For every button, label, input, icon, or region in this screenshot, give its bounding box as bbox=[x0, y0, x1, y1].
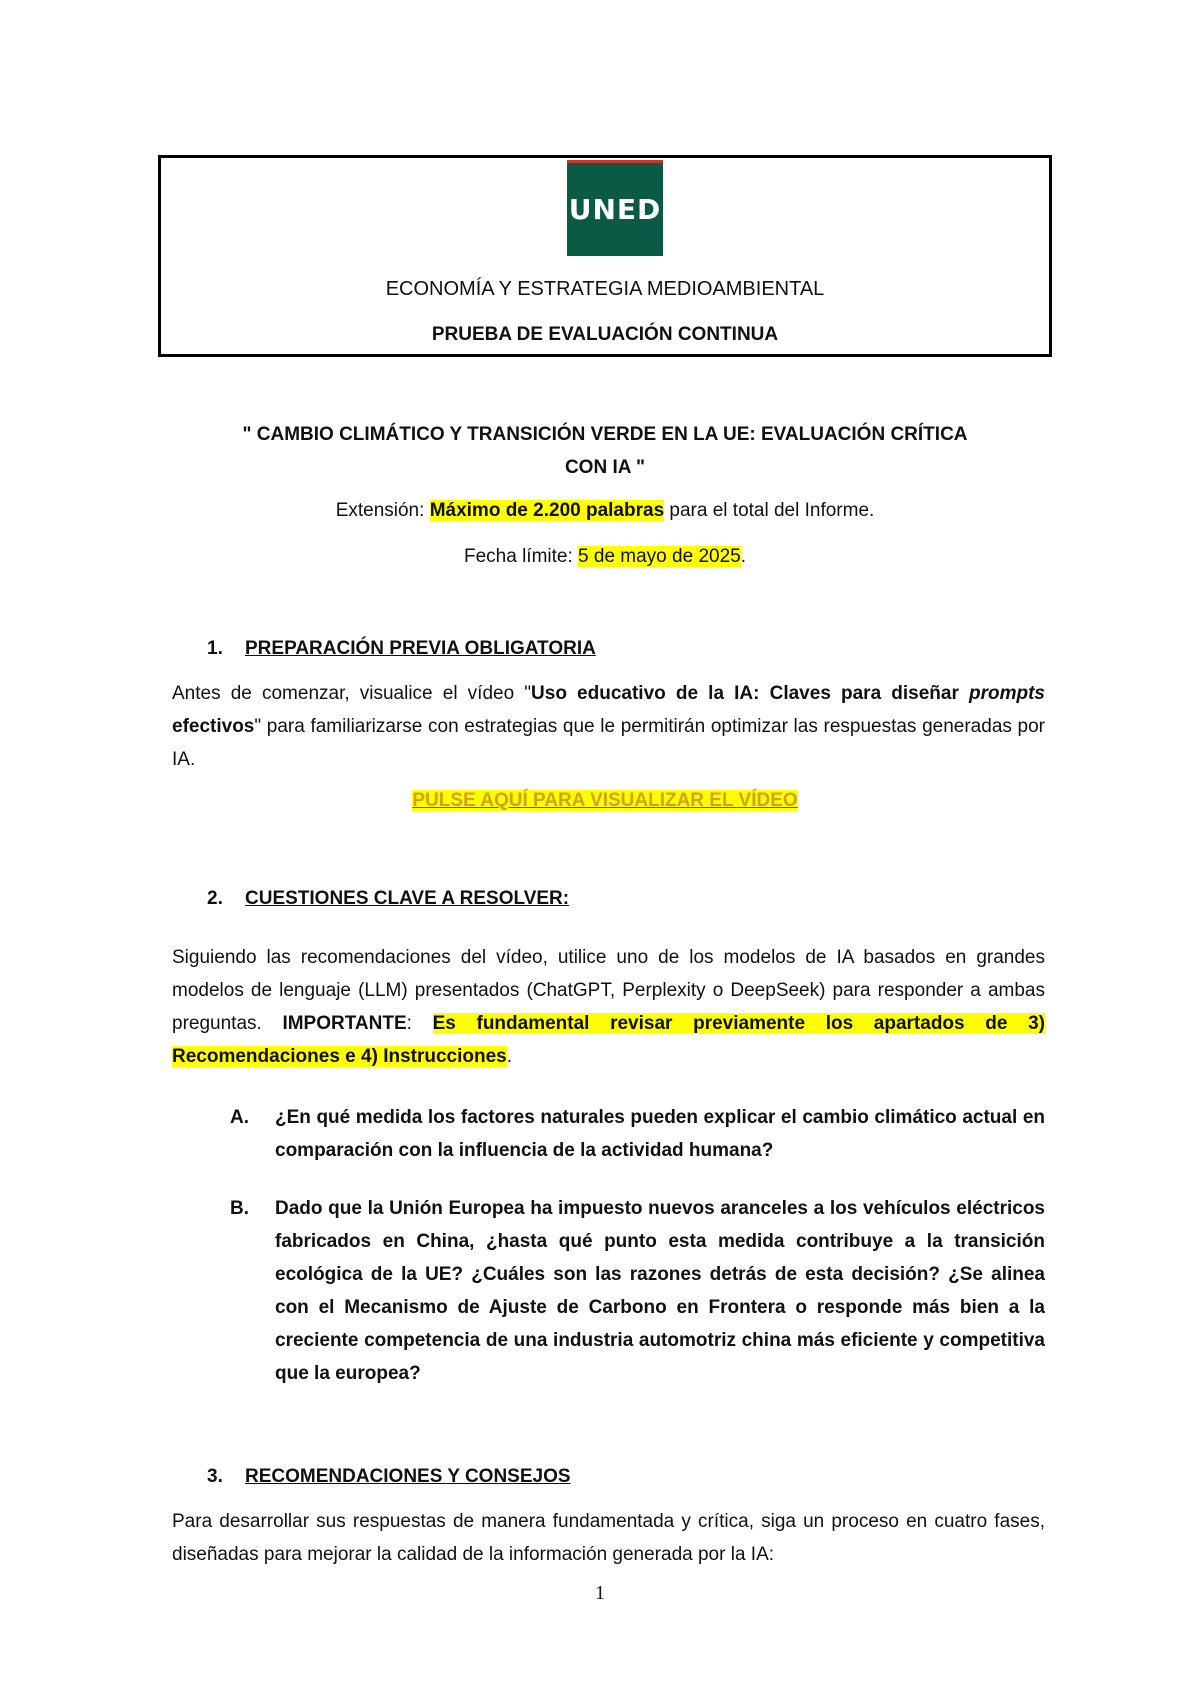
question-b bbox=[230, 1192, 1045, 1390]
title-line-1: " CAMBIO CLIMÁTICO Y TRANSICIÓN VERDE EN LA UE: EVALUACIÓN CRÍTICA bbox=[242, 424, 968, 445]
logo-text: UNED bbox=[568, 193, 662, 226]
question-b-label: B. bbox=[230, 1198, 249, 1219]
deadline-suffix: . bbox=[740, 546, 746, 567]
important-label: IMPORTANTE bbox=[282, 1013, 407, 1034]
section-2-title: CUESTIONES CLAVE A RESOLVER: bbox=[245, 888, 570, 909]
section-2-number: 2. bbox=[207, 888, 223, 909]
header-box bbox=[158, 155, 1052, 357]
section-2-paragraph bbox=[172, 941, 1045, 1073]
subject-title: ECONOMÍA Y ESTRATEGIA MEDIOAMBIENTAL bbox=[385, 278, 825, 300]
deadline-line bbox=[170, 546, 1040, 568]
question-a-text: ¿En qué medida los factores naturales pueden explicar el cambio climático actual en comparación con la influencia de la actividad humana? bbox=[275, 1107, 1045, 1161]
section-2-text: Siguiendo las recomendaciones del vídeo, utilice uno de los modelos de IA basados en grandes modelos de lenguaje (LLM) presentados (ChatGPT, Perplexity o DeepSeek) para responder a ambas preguntas. bbox=[172, 947, 1045, 1034]
video-title-b: efectivos bbox=[172, 716, 255, 737]
question-b-text: Dado que la Unión Europea ha impuesto nuevos aranceles a los vehículos eléctricos fabricados en China, ¿hasta qué punto esta medida contribuye a la transición ecológica de la UE? ¿Cuáles son las razones detrás de esta decisión? ¿Se alinea con el Mecanismo de Ajuste de Carbono en Frontera o responde más bien a la creciente competencia de una industria automotriz china más eficiente y competitiva que la europea? bbox=[275, 1198, 1045, 1384]
video-title-a: Uso educativo de la IA: Claves para diseñar bbox=[531, 683, 969, 704]
section-1-number: 1. bbox=[207, 638, 223, 659]
video-title-italic: prompts bbox=[969, 683, 1045, 704]
page-number: 1 bbox=[595, 1582, 605, 1604]
section-2-end: . bbox=[506, 1046, 513, 1067]
video-link-text[interactable]: PULSE AQUÍ PARA VISUALIZAR EL VÍDEO bbox=[412, 790, 798, 811]
section-1-text-before: Antes de comenzar, visualice el vídeo " bbox=[172, 683, 532, 704]
extension-label: Extensión: bbox=[335, 500, 430, 521]
question-a bbox=[230, 1101, 1045, 1167]
section-1-paragraph bbox=[172, 677, 1045, 776]
section-1-text-after: " para familiarizarse con estrategias que le permitirán optimizar las respuestas generadas por IA. bbox=[172, 716, 1045, 770]
section-3-title: RECOMENDACIONES Y CONSEJOS bbox=[245, 1466, 571, 1487]
extension-suffix: para el total del Informe. bbox=[664, 500, 875, 521]
video-link[interactable] bbox=[170, 790, 1040, 812]
extension-value: Máximo de 2.200 palabras bbox=[429, 500, 665, 521]
uned-logo bbox=[567, 160, 663, 256]
question-a-label: A. bbox=[230, 1107, 249, 1128]
exam-title: PRUEBA DE EVALUACIÓN CONTINUA bbox=[431, 324, 779, 345]
extension-line bbox=[170, 500, 1040, 522]
document-title bbox=[170, 418, 1040, 484]
section-2-heading bbox=[207, 888, 569, 910]
section-1-title: PREPARACIÓN PREVIA OBLIGATORIA bbox=[245, 638, 596, 659]
important-colon: : bbox=[406, 1013, 433, 1034]
section-1-heading bbox=[207, 638, 596, 660]
section-3-heading bbox=[207, 1466, 571, 1488]
section-3-paragraph: Para desarrollar sus respuestas de manera fundamentada y crítica, siga un proceso en cuatro fases, diseñadas para mejorar la calidad de la información generada por la IA: bbox=[172, 1511, 1045, 1565]
section-3-number: 3. bbox=[207, 1466, 223, 1487]
title-line-2: CON IA " bbox=[564, 457, 646, 478]
deadline-label: Fecha límite: bbox=[463, 546, 579, 567]
important-highlight: Es fundamental revisar previamente los apartados de 3) Recomendaciones e 4) Instrucciones bbox=[172, 1013, 1045, 1067]
deadline-value: 5 de mayo de 2025 bbox=[578, 546, 741, 567]
